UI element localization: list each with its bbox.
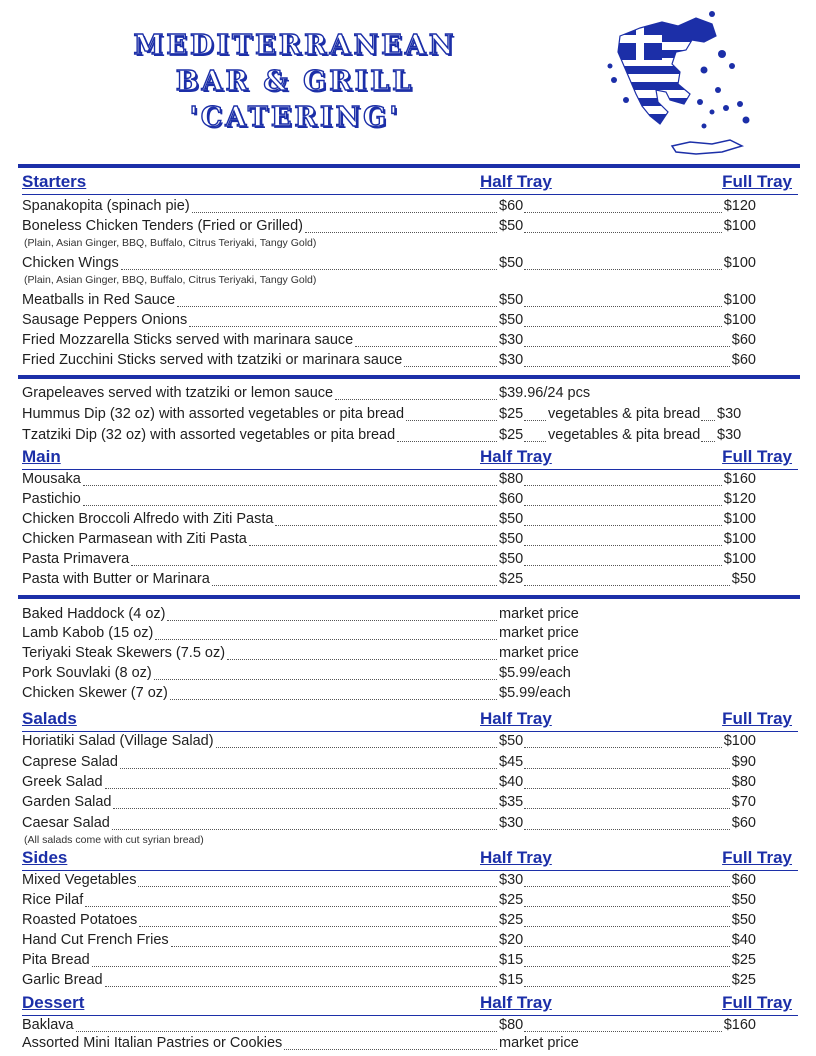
- dot-leader: [524, 196, 722, 213]
- dot-leader: [524, 253, 722, 270]
- item-name: Spanakopita (spinach pie): [22, 198, 190, 214]
- price-half-tray: $50: [499, 531, 524, 547]
- dot-leader: [154, 663, 497, 680]
- dot-leader: [76, 1015, 497, 1032]
- item-name: Hummus Dip (32 oz) with assorted vegetables or pita bread: [22, 406, 405, 422]
- dot-leader: [305, 216, 497, 233]
- dot-leader: [524, 813, 730, 830]
- item-name: Fried Zucchini Sticks served with tzatziki or marinara sauce: [22, 352, 403, 368]
- dot-leader: [524, 752, 730, 769]
- item-name: Chicken Parmasean with Ziti Pasta: [22, 531, 247, 547]
- dot-leader: [120, 752, 497, 769]
- price-alt-label: vegetables & pita bread: [548, 427, 701, 443]
- dot-leader: [524, 772, 730, 789]
- dot-leader: [113, 792, 497, 809]
- menu-item-row: [22, 950, 798, 970]
- price-half-tray: $50: [499, 312, 524, 328]
- item-name: Pasta with Butter or Marinara: [22, 571, 210, 587]
- price-full-tray: $80: [731, 774, 756, 790]
- price-half-tray: $39.96/24 pcs: [499, 385, 591, 401]
- price-full-tray: $90: [731, 754, 756, 770]
- greece-map-flag-icon: [600, 8, 760, 163]
- price-half-tray: $40: [499, 774, 524, 790]
- item-name: Pita Bread: [22, 952, 90, 968]
- dot-leader: [249, 529, 497, 546]
- item-name: Fried Mozzarella Sticks served with marinara sauce: [22, 332, 354, 348]
- dot-leader: [83, 489, 497, 506]
- menu-item-row: [22, 350, 798, 370]
- dot-leader: [524, 970, 730, 987]
- menu-item-row: [22, 425, 798, 445]
- dot-leader: [524, 469, 722, 486]
- item-name: Chicken Wings: [22, 255, 119, 271]
- section-header-main: [22, 447, 798, 470]
- section-title: Salads: [22, 709, 77, 728]
- price-full-tray: $60: [731, 332, 756, 348]
- item-name: Grapeleaves served with tzatziki or lemon sauce: [22, 385, 334, 401]
- divider-2: [18, 595, 800, 599]
- section-header-starters: [22, 172, 798, 195]
- dot-leader: [397, 425, 497, 442]
- menu-item-row: [22, 383, 798, 403]
- title-line-1: MEDITERRANEAN: [133, 30, 457, 61]
- dot-leader: [524, 425, 546, 442]
- price-half-tray: $25: [499, 912, 524, 928]
- menu-item-row: [22, 604, 798, 624]
- item-name: Tzatziki Dip (32 oz) with assorted vegetables or pita bread: [22, 427, 396, 443]
- price-full-tray: $25: [731, 972, 756, 988]
- dot-leader: [355, 330, 497, 347]
- dot-leader: [524, 910, 730, 927]
- menu-item-row: [22, 623, 798, 643]
- dot-leader: [138, 870, 497, 887]
- dot-leader: [524, 792, 730, 809]
- dot-leader: [105, 970, 497, 987]
- item-name: Meatballs in Red Sauce: [22, 292, 176, 308]
- col-full-tray: Full Tray: [722, 447, 792, 466]
- item-name: Mixed Vegetables: [22, 872, 137, 888]
- price-full-tray: $120: [723, 198, 756, 214]
- price-half-tray: $30: [499, 872, 524, 888]
- menu-item-row: [22, 683, 798, 703]
- menu-item-row: [22, 930, 798, 950]
- menu-item-row: [22, 1033, 798, 1053]
- dot-leader: [227, 643, 497, 660]
- price-half-tray: $50: [499, 511, 524, 527]
- item-name: Rice Pilaf: [22, 892, 84, 908]
- price-half-tray: $15: [499, 952, 524, 968]
- dot-leader: [167, 604, 497, 621]
- menu-item-row: [22, 310, 798, 330]
- dot-leader: [92, 950, 497, 967]
- dot-leader: [524, 731, 722, 748]
- dot-leader: [524, 930, 730, 947]
- dot-leader: [701, 404, 715, 421]
- col-half-tray: Half Tray: [480, 709, 552, 728]
- dot-leader: [177, 290, 497, 307]
- item-name: Garlic Bread: [22, 972, 103, 988]
- menu-item-row: [22, 970, 798, 990]
- item-name: Baklava: [22, 1017, 74, 1033]
- price-full-tray: $160: [723, 471, 756, 487]
- menu-item-row: [22, 643, 798, 663]
- section-title: Main: [22, 447, 61, 466]
- menu-item-row: [22, 870, 798, 890]
- price-full-tray: $100: [723, 511, 756, 527]
- dot-leader: [524, 330, 730, 347]
- item-name: Pastichio: [22, 491, 81, 507]
- menu-item-row: [22, 469, 798, 489]
- dot-leader: [112, 813, 497, 830]
- menu-item-row: [22, 813, 798, 833]
- price-full-tray: $70: [731, 794, 756, 810]
- item-name: Roasted Potatoes: [22, 912, 138, 928]
- dot-leader: [524, 404, 546, 421]
- price-full-tray: $60: [731, 872, 756, 888]
- price-half-tray: $60: [499, 198, 524, 214]
- dot-leader: [524, 870, 730, 887]
- price-full-tray: $60: [731, 352, 756, 368]
- title-line-2: BAR & GRILL: [175, 66, 415, 97]
- col-full-tray: Full Tray: [722, 172, 792, 191]
- price-half-tray: $25: [499, 892, 524, 908]
- price-half-tray: $60: [499, 491, 524, 507]
- price-full-tray: $100: [723, 218, 756, 234]
- menu-item-row: [22, 330, 798, 350]
- item-name: Lamb Kabob (15 oz): [22, 625, 154, 641]
- dot-leader: [155, 623, 497, 640]
- dot-leader: [524, 529, 722, 546]
- price-full-tray: $50: [731, 571, 756, 587]
- item-name: Greek Salad: [22, 774, 103, 790]
- price-half-tray: $25: [499, 571, 524, 587]
- price-half-tray: $30: [499, 332, 524, 348]
- menu-item-row: [22, 731, 798, 751]
- item-price: market price: [499, 645, 579, 661]
- price-half-tray: $35: [499, 794, 524, 810]
- section-title: Starters: [22, 172, 87, 191]
- price-half-tray: $50: [499, 733, 524, 749]
- price-half-tray: $30: [499, 815, 524, 831]
- dot-leader: [105, 772, 497, 789]
- item-name: Baked Haddock (4 oz): [22, 606, 166, 622]
- item-name: Boneless Chicken Tenders (Fried or Grilled): [22, 218, 303, 234]
- price-half-tray: $50: [499, 218, 524, 234]
- section-title: Sides: [22, 848, 68, 867]
- menu-item-row: [22, 569, 798, 589]
- menu-item-row: [22, 196, 798, 216]
- menu-item-row: [22, 792, 798, 812]
- dot-leader: [131, 549, 497, 566]
- col-half-tray: Half Tray: [480, 447, 552, 466]
- item-name: Horiatiki Salad (Village Salad): [22, 733, 214, 749]
- menu-item-row: [22, 663, 798, 683]
- item-name: Pork Souvlaki (8 oz): [22, 665, 152, 681]
- dot-leader: [275, 509, 497, 526]
- price-full-tray: $120: [723, 491, 756, 507]
- item-name: Assorted Mini Italian Pastries or Cookies: [22, 1035, 283, 1051]
- divider-1: [18, 375, 800, 379]
- col-full-tray: Full Tray: [722, 848, 792, 867]
- col-half-tray: Half Tray: [480, 848, 552, 867]
- dot-leader: [216, 731, 497, 748]
- price-alt-label: vegetables & pita bread: [548, 406, 701, 422]
- menu-item-row: [22, 509, 798, 529]
- flavor-note: (Plain, Asian Ginger, BBQ, Buffalo, Citrus Teriyaki, Tangy Gold): [24, 274, 317, 286]
- dot-leader: [524, 1015, 722, 1032]
- dot-leader: [171, 930, 497, 947]
- dot-leader: [524, 216, 722, 233]
- dot-leader: [189, 310, 497, 327]
- price-full-tray: $100: [723, 733, 756, 749]
- dot-leader: [284, 1033, 497, 1050]
- dot-leader: [404, 350, 497, 367]
- menu-item-row: [22, 772, 798, 792]
- dot-leader: [524, 890, 730, 907]
- title-line-3: 'CATERING': [189, 102, 401, 133]
- price-half-tray: $25: [499, 406, 524, 422]
- price-half-tray: $50: [499, 255, 524, 271]
- price-half-tray: $80: [499, 471, 524, 487]
- price-half-tray: $50: [499, 292, 524, 308]
- section-header-dessert: [22, 993, 798, 1016]
- price-full-tray: $30: [717, 427, 742, 443]
- price-full-tray: $100: [723, 292, 756, 308]
- dot-leader: [406, 404, 497, 421]
- salads-note: (All salads come with cut syrian bread): [24, 834, 204, 846]
- item-name: Chicken Skewer (7 oz): [22, 685, 168, 701]
- item-name: Caprese Salad: [22, 754, 118, 770]
- price-half-tray: $80: [499, 1017, 524, 1033]
- price-full-tray: $100: [723, 531, 756, 547]
- dot-leader: [524, 290, 722, 307]
- menu-item-row: [22, 290, 798, 310]
- item-price: $5.99/each: [499, 665, 571, 681]
- price-half-tray: $20: [499, 932, 524, 948]
- price-full-tray: $50: [731, 892, 756, 908]
- divider-top: [18, 164, 800, 168]
- item-name: Teriyaki Steak Skewers (7.5 oz): [22, 645, 226, 661]
- dot-leader: [524, 549, 722, 566]
- item-name: Mousaka: [22, 471, 81, 487]
- price-full-tray: $100: [723, 312, 756, 328]
- section-title: Dessert: [22, 993, 85, 1012]
- dot-leader: [524, 489, 722, 506]
- menu-item-row: [22, 910, 798, 930]
- item-price: $5.99/each: [499, 685, 571, 701]
- col-half-tray: Half Tray: [480, 993, 552, 1012]
- item-price: market price: [499, 625, 579, 641]
- item-name: Garden Salad: [22, 794, 112, 810]
- price-full-tray: $100: [723, 551, 756, 567]
- col-full-tray: Full Tray: [722, 993, 792, 1012]
- menu-item-row: [22, 549, 798, 569]
- price-full-tray: $60: [731, 815, 756, 831]
- item-price: market price: [499, 1035, 579, 1051]
- flavor-note: (Plain, Asian Ginger, BBQ, Buffalo, Citrus Teriyaki, Tangy Gold): [24, 237, 317, 249]
- item-name: Sausage Peppers Onions: [22, 312, 188, 328]
- price-full-tray: $100: [723, 255, 756, 271]
- dot-leader: [212, 569, 497, 586]
- dot-leader: [85, 890, 497, 907]
- section-header-salads: [22, 709, 798, 732]
- menu-item-row: [22, 216, 798, 236]
- menu-item-row: [22, 890, 798, 910]
- price-full-tray: $50: [731, 912, 756, 928]
- dot-leader: [524, 310, 722, 327]
- menu-item-row: [22, 1015, 798, 1035]
- price-half-tray: $45: [499, 754, 524, 770]
- price-half-tray: $25: [499, 427, 524, 443]
- price-full-tray: $25: [731, 952, 756, 968]
- dot-leader: [170, 683, 497, 700]
- dot-leader: [192, 196, 497, 213]
- item-name: Chicken Broccoli Alfredo with Ziti Pasta: [22, 511, 274, 527]
- item-name: Hand Cut French Fries: [22, 932, 169, 948]
- dot-leader: [524, 950, 730, 967]
- price-half-tray: $50: [499, 551, 524, 567]
- dot-leader: [83, 469, 497, 486]
- col-full-tray: Full Tray: [722, 709, 792, 728]
- menu-item-row: [22, 253, 798, 273]
- item-price: market price: [499, 606, 579, 622]
- dot-leader: [121, 253, 497, 270]
- dot-leader: [701, 425, 715, 442]
- price-half-tray: $30: [499, 352, 524, 368]
- section-header-sides: [22, 848, 798, 871]
- dot-leader: [524, 569, 730, 586]
- item-name: Pasta Primavera: [22, 551, 130, 567]
- menu-item-row: [22, 489, 798, 509]
- dot-leader: [335, 383, 497, 400]
- price-half-tray: $15: [499, 972, 524, 988]
- menu-item-row: [22, 752, 798, 772]
- dot-leader: [524, 350, 730, 367]
- menu-item-row: [22, 404, 798, 424]
- price-full-tray: $30: [717, 406, 742, 422]
- price-full-tray: $160: [723, 1017, 756, 1033]
- col-half-tray: Half Tray: [480, 172, 552, 191]
- price-full-tray: $40: [731, 932, 756, 948]
- item-name: Caesar Salad: [22, 815, 110, 831]
- dot-leader: [139, 910, 497, 927]
- dot-leader: [524, 509, 722, 526]
- menu-item-row: [22, 529, 798, 549]
